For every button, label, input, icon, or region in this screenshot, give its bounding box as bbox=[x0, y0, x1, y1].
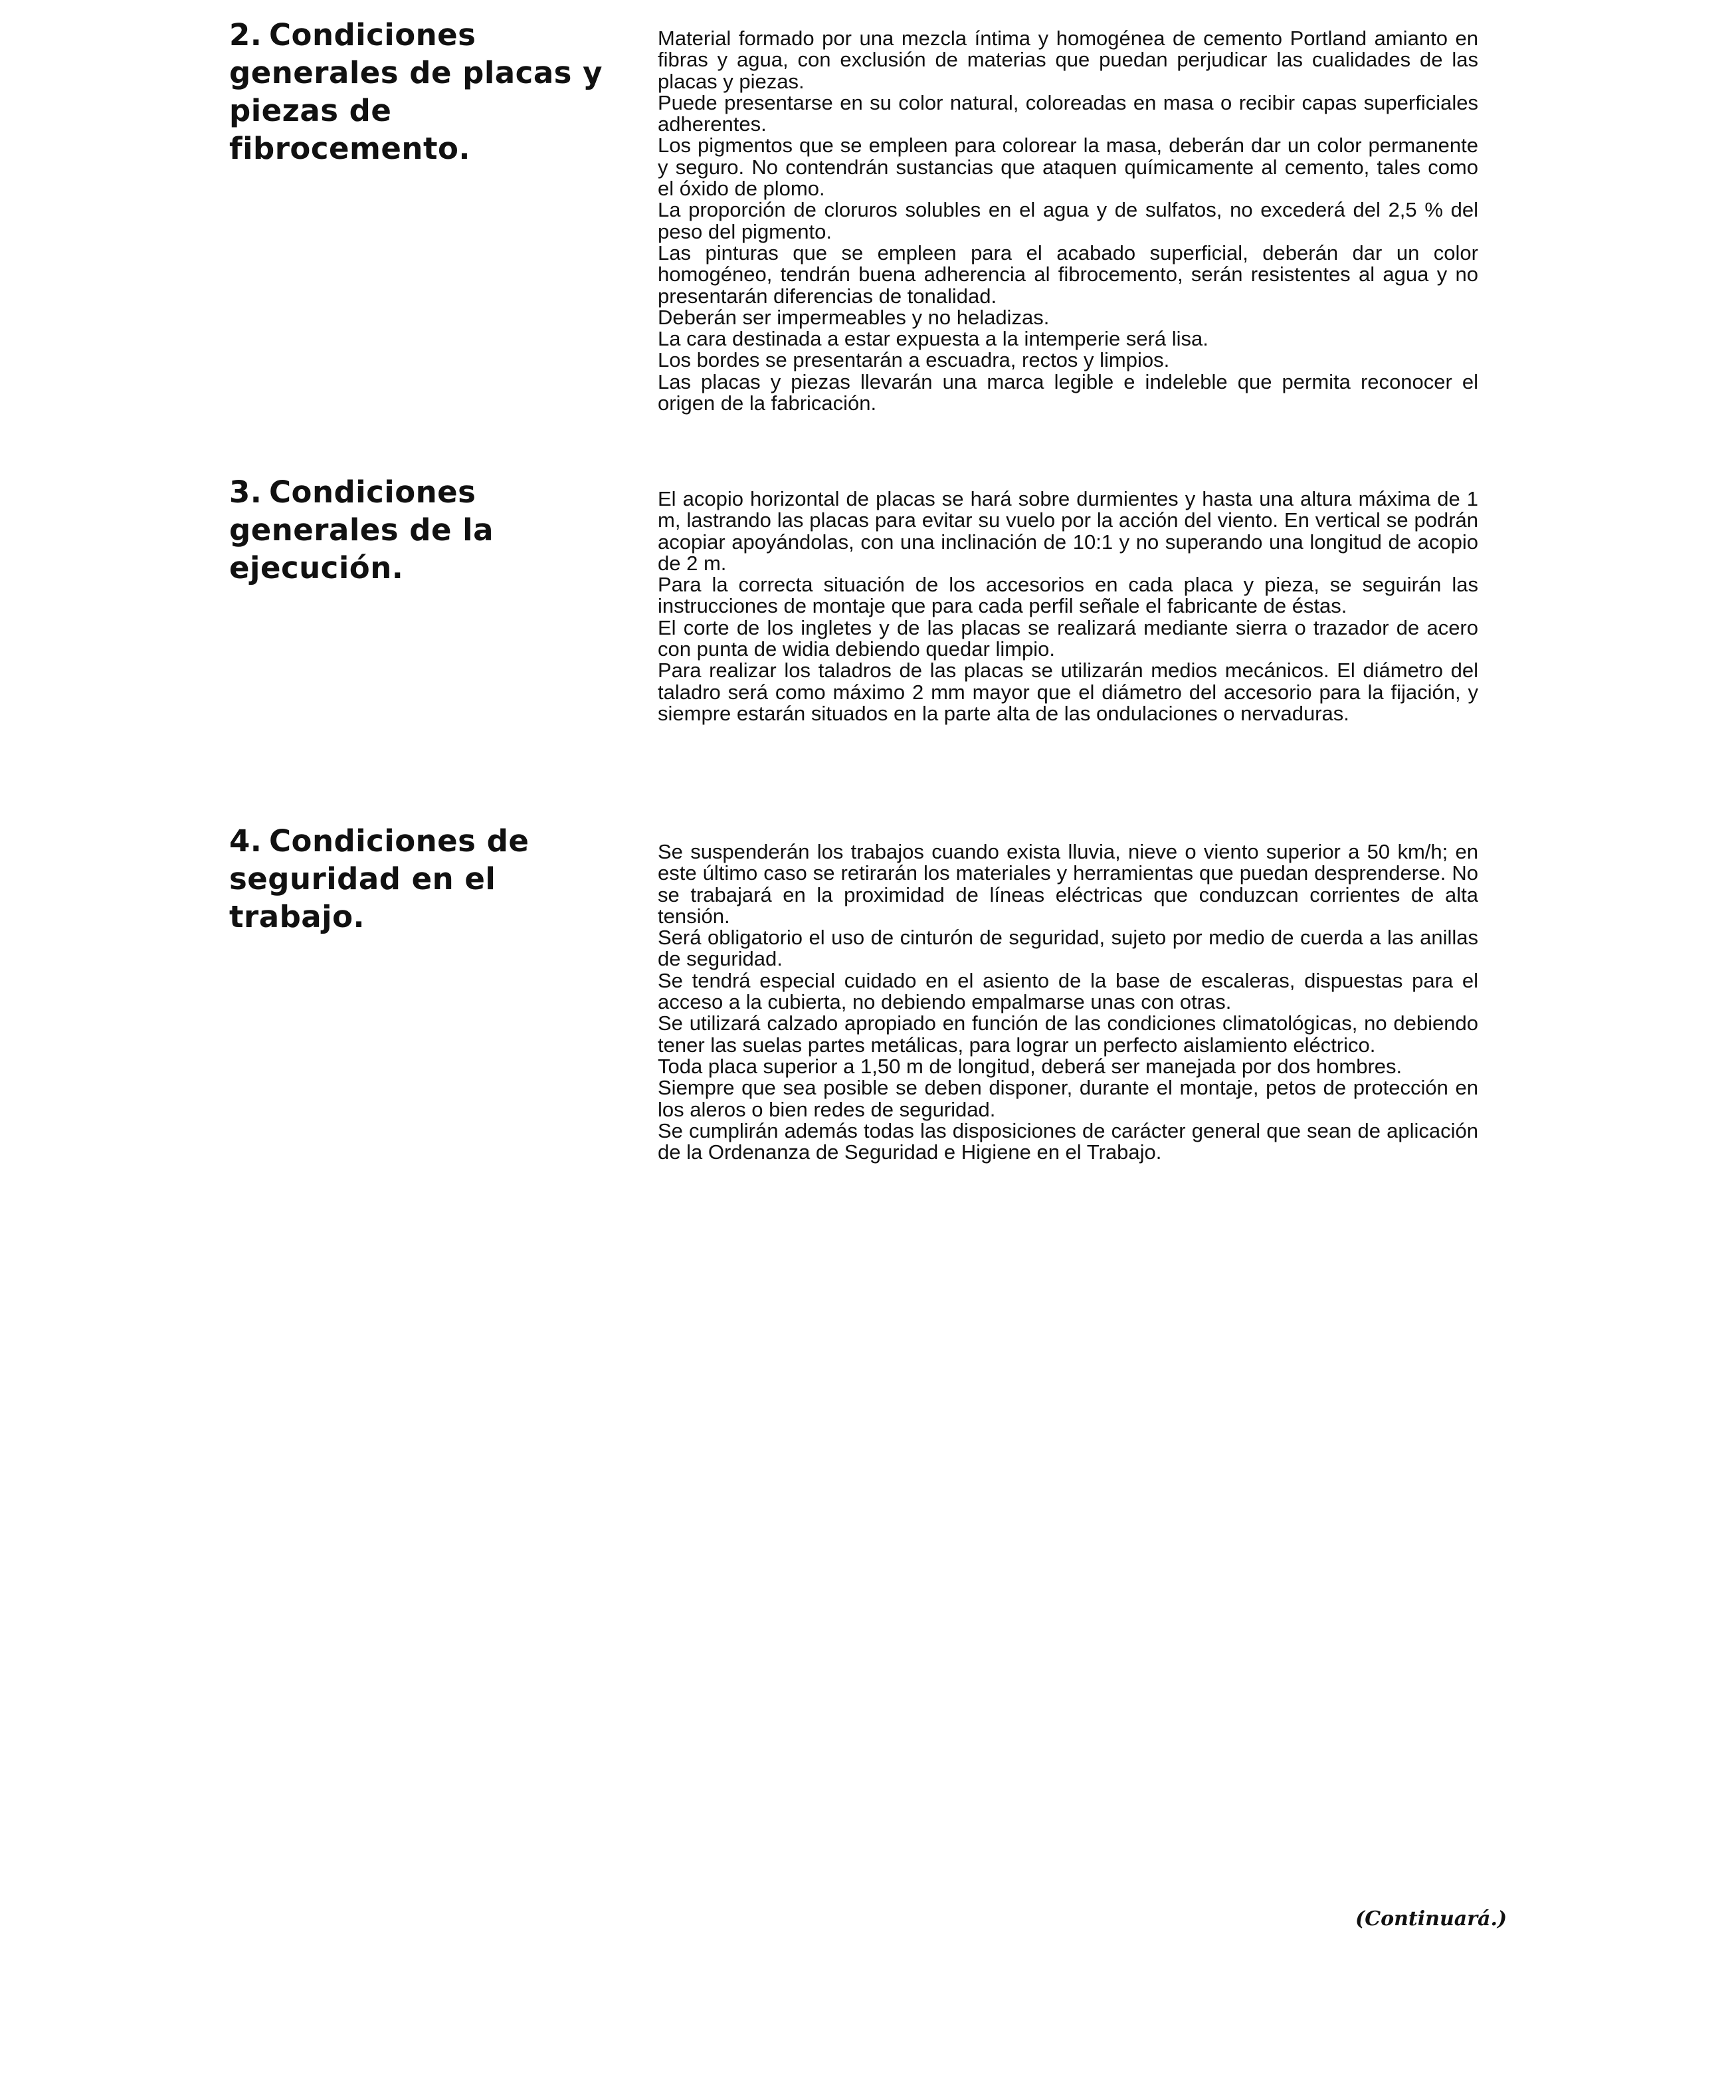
section-2-number: 2. bbox=[229, 17, 262, 52]
section-2-body bbox=[658, 28, 1478, 414]
section-4-heading bbox=[229, 822, 621, 936]
paragraph: Las pinturas que se empleen para el acabado superficial, deberán dar un color homogéneo, tendrán buena adherencia al fibrocemento, serán resistentes al agua y no presentarán diferencias de tonalidad. bbox=[658, 241, 1478, 308]
paragraph: Se cumplirán además todas las disposiciones de carácter general que sean de aplicación de la Ordenanza de Seguridad e Higiene en el Trabajo. bbox=[658, 1118, 1478, 1164]
section-3-number: 3. bbox=[229, 474, 262, 510]
paragraph: El corte de los ingletes y de las placas se realizará mediante sierra o trazador de acero con punta de widia debiendo quedar limpio. bbox=[658, 615, 1478, 661]
paragraph: Las placas y piezas llevarán una marca legible e indeleble que permita reconocer el origen de la fabricación. bbox=[658, 369, 1478, 415]
paragraph: Para realizar los taladros de las placas se utilizarán medios mecánicos. El diámetro del taladro será como máximo 2 mm mayor que el diámetro del accesorio para la fijación, y siempre estarán situados en la parte alta de las ondulaciones o nervaduras. bbox=[658, 659, 1478, 725]
paragraph: Se tendrá especial cuidado en el asiento de la base de escaleras, dispuestas para el acceso a la cubierta, no debiendo empalmarse unas con otras. bbox=[658, 968, 1478, 1014]
paragraph: La cara destinada a estar expuesta a la intemperie será lisa. bbox=[658, 327, 1208, 351]
paragraph: Deberán ser impermeables y no heladizas. bbox=[658, 305, 1050, 329]
section-3-title: Condiciones generales de la ejecución. bbox=[229, 474, 494, 585]
section-3-body bbox=[658, 488, 1478, 724]
paragraph: Se suspenderán los trabajos cuando exista lluvia, nieve o viento superior a 50 km/h; en este último caso se retirarán los materiales y herramientas que puedan desprenderse. No se trabajará en la proximidad de líneas eléctricas que conduzcan corrientes de alta tensión. bbox=[658, 840, 1478, 928]
paragraph: Para la correcta situación de los accesorios en cada placa y pieza, se seguirán las instrucciones de montaje que para cada perfil señale el fabricante de éstas. bbox=[658, 573, 1478, 618]
section-2-title: Condiciones generales de placas y piezas de fibrocemento. bbox=[229, 17, 603, 166]
section-3-heading bbox=[229, 473, 621, 587]
section-4-title: Condiciones de seguridad en el trabajo. bbox=[229, 823, 530, 934]
section-2-heading bbox=[229, 16, 621, 167]
paragraph: Material formado por una mezcla íntima y homogénea de cemento Portland amianto en fibras y agua, con exclusión de materias que puedan perjudicar las cualidades de las placas y piezas. bbox=[658, 27, 1478, 93]
paragraph: Siempre que sea posible se deben disponer, durante el montaje, petos de protección en los aleros o bien redes de seguridad. bbox=[658, 1076, 1478, 1121]
paragraph: Puede presentarse en su color natural, coloreadas en masa o recibir capas superficiales adherentes. bbox=[658, 90, 1478, 136]
paragraph: El acopio horizontal de placas se hará sobre durmientes y hasta una altura máxima de 1 m, lastrando las placas para evitar su vuelo por la acción del viento. En vertical se podrán acopiar apoyándolas, con una inclinación de 10:1 y no superando una longitud de acopio de 2 m. bbox=[658, 487, 1478, 575]
section-4-body bbox=[658, 841, 1478, 1163]
paragraph: La proporción de cloruros solubles en el agua y de sulfatos, no excederá del 2,5 % del peso del pigmento. bbox=[658, 198, 1478, 243]
continuation-note: (Continuará.) bbox=[1355, 1907, 1507, 1931]
paragraph: Los pigmentos que se empleen para colorear la masa, deberán dar un color permanente y seguro. No contendrán sustancias que ataquen químicamente al cemento, tales como el óxido de plomo. bbox=[658, 134, 1478, 201]
section-4-number: 4. bbox=[229, 823, 262, 859]
paragraph: Los bordes se presentarán a escuadra, rectos y limpios. bbox=[658, 348, 1170, 372]
paragraph: Será obligatorio el uso de cinturón de seguridad, sujeto por medio de cuerda a las anillas de seguridad. bbox=[658, 926, 1478, 971]
paragraph: Se utilizará calzado apropiado en función de las condiciones climatológicas, no debiendo tener las suelas partes metálicas, para lograr un perfecto aislamiento eléctrico. bbox=[658, 1011, 1478, 1057]
paragraph: Toda placa superior a 1,50 m de longitud, deberá ser manejada por dos hombres. bbox=[658, 1054, 1402, 1078]
